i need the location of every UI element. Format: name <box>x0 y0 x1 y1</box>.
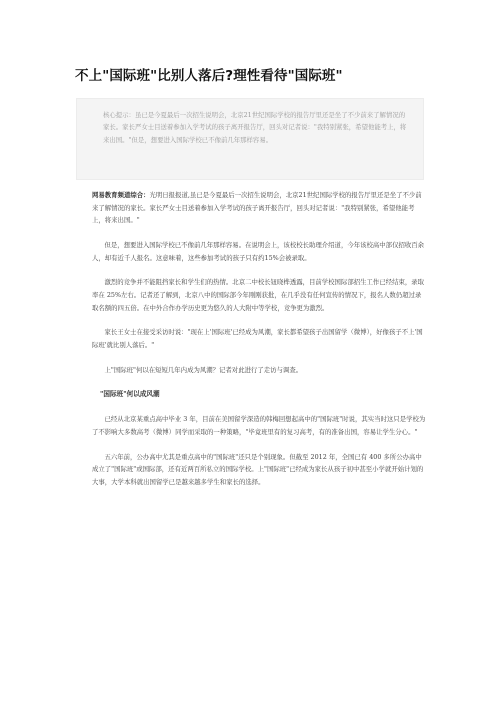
paragraph-text: 光明日报报道,虽已是今夏最后一次招生说明会，北京21世纪国际学校的报告厅里还是坐了不少前来了解情况的家长。家长严女士目送着参加入学考试的孩子离开报告厅，回头对记者说："我特别紧张，希望他能考上，将来出国。" <box>92 191 422 225</box>
paragraph: 上"国际班"何以在短短几年内成为风潮？记者对此进行了走访与调查。 <box>104 365 303 374</box>
summary-text: 核心提示：虽已是今夏最后一次招生说明会，北京21世纪国际学校的报告厅里还是坐了不少前来了解情况的家长。家长严女士目送着参加入学考试的孩子离开报告厅，回头对记者说："我特别紧张，希望他能考上，将来出国。"但是，想要进入国际学校已不像前几年那样容易。 <box>103 111 407 144</box>
summary-box <box>76 98 424 180</box>
paragraph: 家长王女士在接受采访时说："现在上'国际班'已经成为风潮，家长都希望孩子出国留学（微博），好像孩子不上'国际班'就比别人落后。" <box>92 328 423 349</box>
paragraph: 激烈的竞争并不能阻挡家长和学生们的热情。北京二中校长钮晓桦透露，目前学校国际部招生工作已经结束，录取率在 25%左右。记者还了解到，北京八中的国际部今年刚刚获批，在几乎没有任何宣传的情况下，报名人数仍超过录取名额的四五倍。在中外合作办学历史更为悠久的人大附中等学校，竞争更为激烈。 <box>92 278 425 312</box>
article-title: 不上"国际班"比别人落后?理性看待"国际班" <box>75 68 343 84</box>
paragraph: 但是，想要进入国际学校已不像前几年那样容易。在说明会上，该校校长助理介绍道，今年该校高中部仅招收百余人，却有近千人报名。这意味着，这些参加考试的孩子只有约15%会被录取。 <box>92 240 425 262</box>
section-heading: "国际班"何以成风潮 <box>100 390 160 399</box>
source-label: 网易教育频道综合： <box>92 191 150 199</box>
paragraph: 已经从北京某重点高中毕业 3 年，目前在美国留学深造的韩梅回想起高中的"国际班"时说，其实当时这只是学校为了不影响大多数高考（微博）同学而采取的一种策略，"毕竟班里有的复习高考，有的准备出国，容易让学生分心。" <box>92 415 426 436</box>
article-body <box>92 189 427 501</box>
paragraph: 五六年前，公办高中尤其是重点高中的"国际班"还只是个别现象。但截至 2012 年，全国已有 400 多所公办高中成立了"国际班"或国际部，还有近两百所私立的国际学校。上"国际班"已经成为家长从孩子初中甚至小学就开始计划的大事，大学本科就出国留学已是越来越多学生和家长的选择。 <box>92 452 424 486</box>
paragraph <box>92 189 427 227</box>
